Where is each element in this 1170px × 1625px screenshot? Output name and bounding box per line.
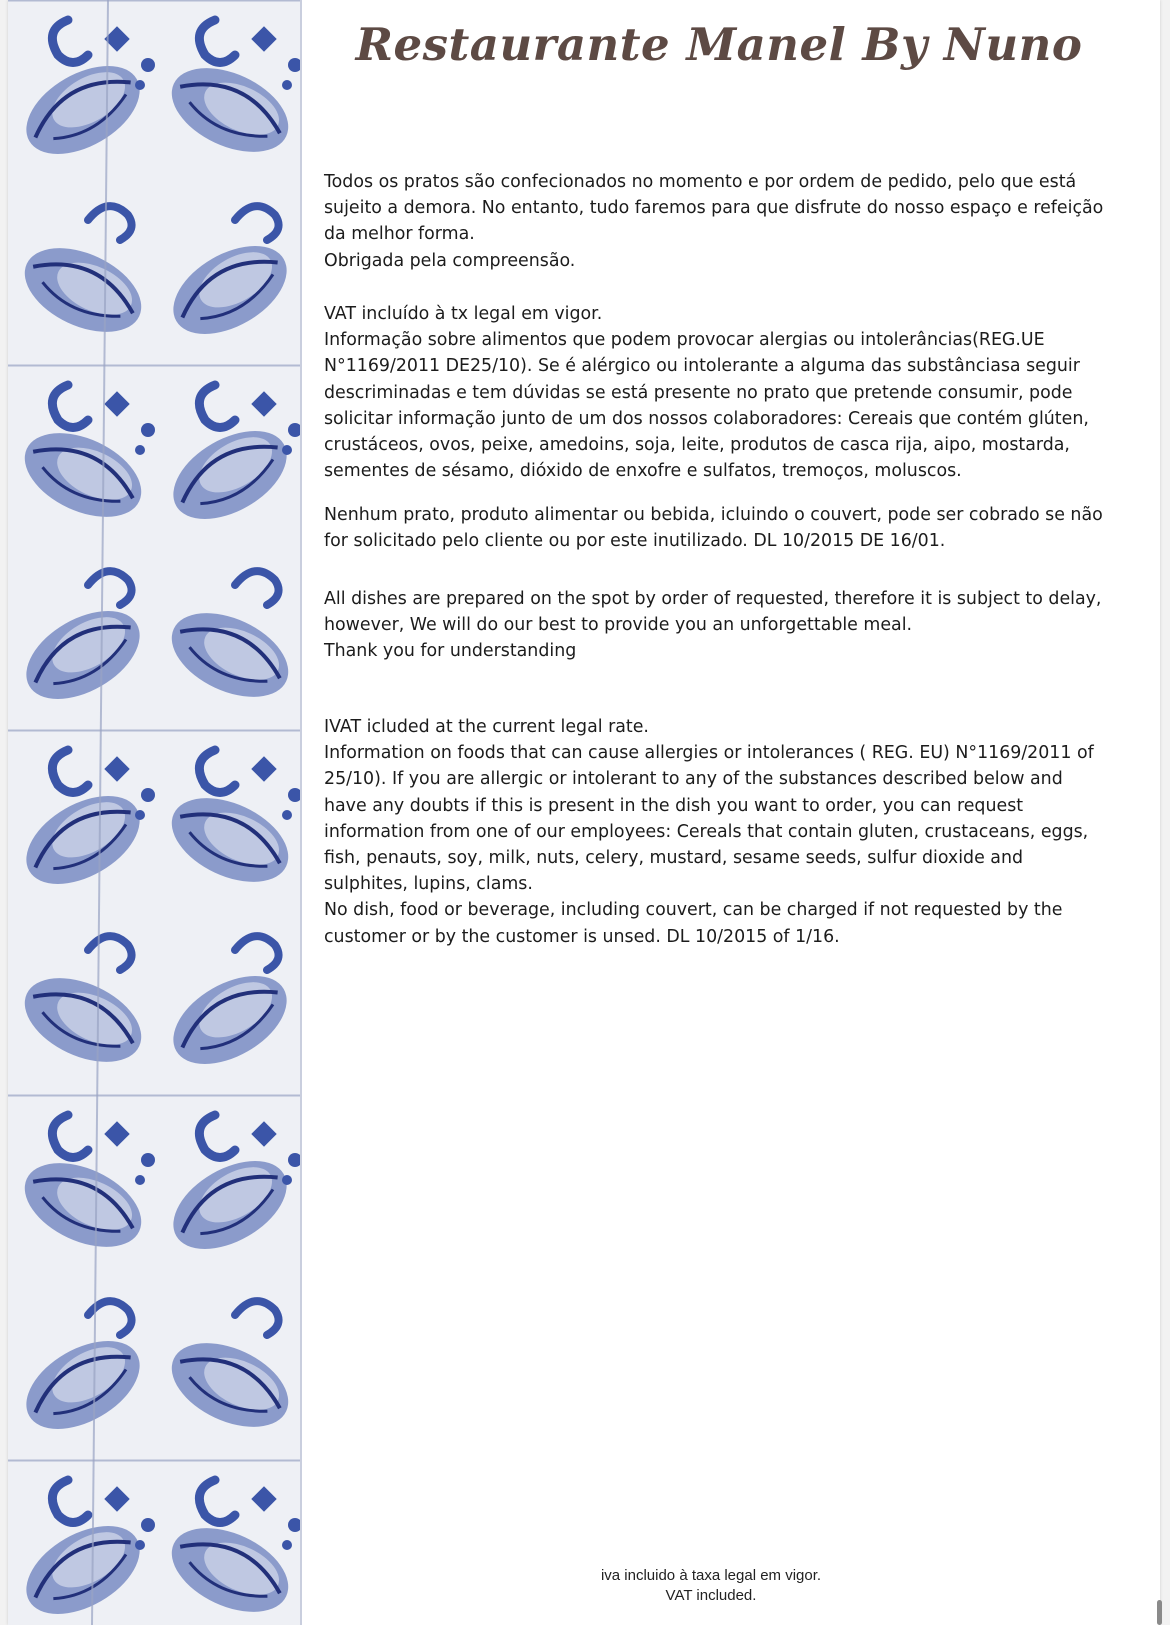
footer-vat-pt: iva incluido à taxa legal em vigor. xyxy=(600,1567,822,1584)
footer-vat-en: VAT included. xyxy=(665,1587,757,1604)
restaurant-title: Restaurante Manel By Nuno xyxy=(355,18,1083,71)
page-footer xyxy=(316,1566,1106,1606)
intro-paragraph-en: All dishes are prepared on the spot by order of requested, therefore it is subject to delay, however, We will do our best to provide you an unforgettable meal. Thank you for understanding xyxy=(324,589,1102,662)
intro-paragraph-pt: Todos os pratos são confecionados no momento e por ordem de pedido, pelo que está sujeito a demora. No entanto, tudo faremos para que disfrute do nosso espaço e refeição da melhor forma. Obrigada pela compreensão. xyxy=(324,172,1104,271)
azulejo-tile-decoration xyxy=(8,0,302,1625)
scrollbar-thumb[interactable] xyxy=(1157,1600,1162,1625)
menu-page xyxy=(8,0,1160,1625)
allergen-paragraph-en: IVAT icluded at the current legal rate. Information on foods that can cause allergies or intolerances ( REG. EU) N°1169/2011 of 25/10). If you are allergic or intolerant to any of the substances described below and have any doubts if this is present in the dish you want to order, you can request information from one of our employees: Cereals that contain gluten, crustaceans, eggs, fish, penauts, soy, milk, nuts, celery, mustard, sesame seeds, sulfur dioxide and sulphites, lupins, clams. No dish, food or beverage, including couvert, can be charged if not requested by the customer or by the customer is unsed. DL 10/2015 of 1/16. xyxy=(324,717,1094,947)
allergen-paragraph-pt: VAT incluído à tx legal em vigor. Informação sobre alimentos que podem provocar alergias ou intolerâncias(REG.UE N°1169/2011 DE25/10). Se é alérgico ou intolerante a alguma das substânciasa seguir descriminadas e tem dúvidas se está presente no prato que pretende consumir, pode solicitar informação junto de um dos nossos colaboradores: Cereais que contém glúten, crustáceos, ovos, peixe, amedoins, soja, leite, produtos de casca rija, aipo, mostarda, sementes de sésamo, dióxido de enxofre e sulfatos, tremoços, moluscos. xyxy=(324,304,1089,482)
couvert-paragraph-pt: Nenhum prato, produto alimentar ou bebida, icluindo o couvert, pode ser cobrado se não for solicitado pelo cliente ou por este inutilizado. DL 10/2015 DE 16/01. xyxy=(324,505,1103,552)
azulejo-tile-pattern-icon xyxy=(8,0,302,1625)
menu-content xyxy=(324,0,1114,1625)
